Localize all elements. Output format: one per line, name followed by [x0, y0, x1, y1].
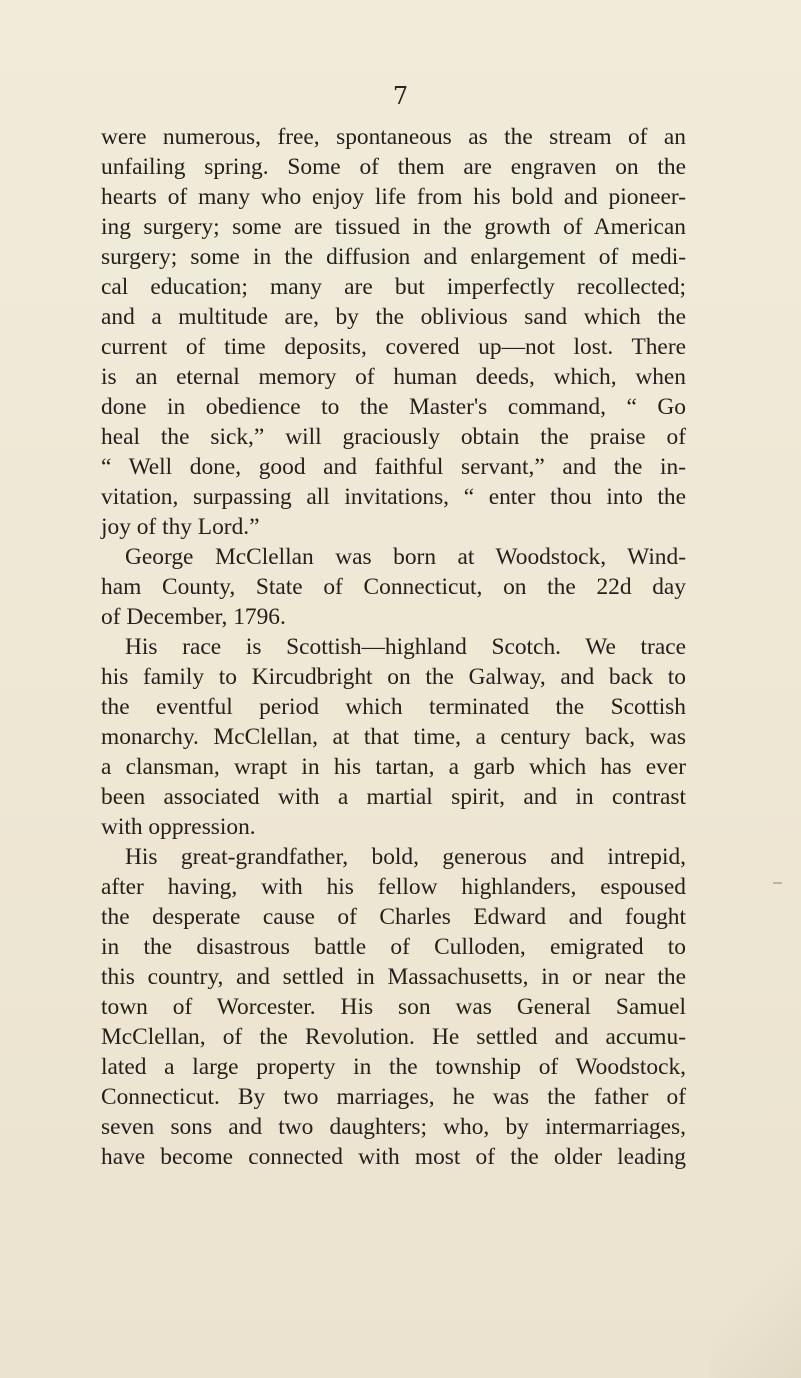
text-line: town of Worcester. His son was General Samuel: [101, 994, 686, 1020]
text-line: monarchy. McClellan, at that time, a century back, was: [101, 724, 686, 750]
text-line: this country, and settled in Massachusetts, in or near the: [101, 964, 686, 990]
text-line: hearts of many who enjoy life from his bold and pioneer-: [101, 184, 686, 210]
text-line: in the disastrous battle of Culloden, emigrated to: [101, 934, 686, 960]
margin-mark: [773, 882, 782, 884]
text-line: cal education; many are but imperfectly recollected;: [101, 274, 686, 300]
text-line: unfailing spring. Some of them are engraven on the: [101, 154, 686, 180]
text-line: joy of thy Lord.”: [101, 514, 260, 540]
text-line: been associated with a martial spirit, and in contrast: [101, 784, 686, 810]
text-line: ham County, State of Connecticut, on the 22d day: [101, 574, 686, 600]
text-line: “ Well done, good and faithful servant,” and the in-: [101, 454, 686, 480]
text-line: lated a large property in the township of Woodstock,: [101, 1054, 686, 1080]
text-line: seven sons and two daughters; who, by intermarriages,: [101, 1114, 686, 1140]
text-line: after having, with his fellow highlanders, espoused: [101, 874, 686, 900]
text-line: the desperate cause of Charles Edward and fought: [101, 904, 686, 930]
text-line: a clansman, wrapt in his tartan, a garb which has ever: [101, 754, 686, 780]
text-line: current of time deposits, covered up—not lost. There: [101, 334, 686, 360]
text-line: vitation, surpassing all invitations, “ enter thou into the: [101, 484, 686, 510]
text-line: with oppression.: [101, 814, 256, 840]
text-line: have become connected with most of the older leading: [101, 1144, 686, 1170]
text-line: were numerous, free, spontaneous as the stream of an: [101, 124, 686, 150]
text-line: and a multitude are, by the oblivious sand which the: [101, 304, 686, 330]
text-line: done in obedience to the Master's command, “ Go: [101, 394, 686, 420]
page-number: 7: [392, 82, 409, 110]
text-line: Connecticut. By two marriages, he was the father of: [101, 1084, 686, 1110]
text-line: of December, 1796.: [101, 604, 286, 630]
text-line: the eventful period which terminated the Scottish: [101, 694, 686, 720]
text-line: heal the sick,” will graciously obtain the praise of: [101, 424, 686, 450]
text-line: surgery; some in the diffusion and enlargement of medi-: [101, 244, 686, 270]
body-text: [101, 122, 686, 1172]
text-line: ing surgery; some are tissued in the growth of American: [101, 214, 686, 240]
text-line: his family to Kircudbright on the Galway, and back to: [101, 664, 686, 690]
text-line: His great-grandfather, bold, generous and intrepid,: [125, 844, 686, 870]
text-line: His race is Scottish—highland Scotch. We trace: [125, 634, 686, 660]
text-line: is an eternal memory of human deeds, which, when: [101, 364, 686, 390]
text-line: McClellan, of the Revolution. He settled and accumu-: [101, 1024, 686, 1050]
text-line: George McClellan was born at Woodstock, Wind-: [125, 544, 686, 570]
